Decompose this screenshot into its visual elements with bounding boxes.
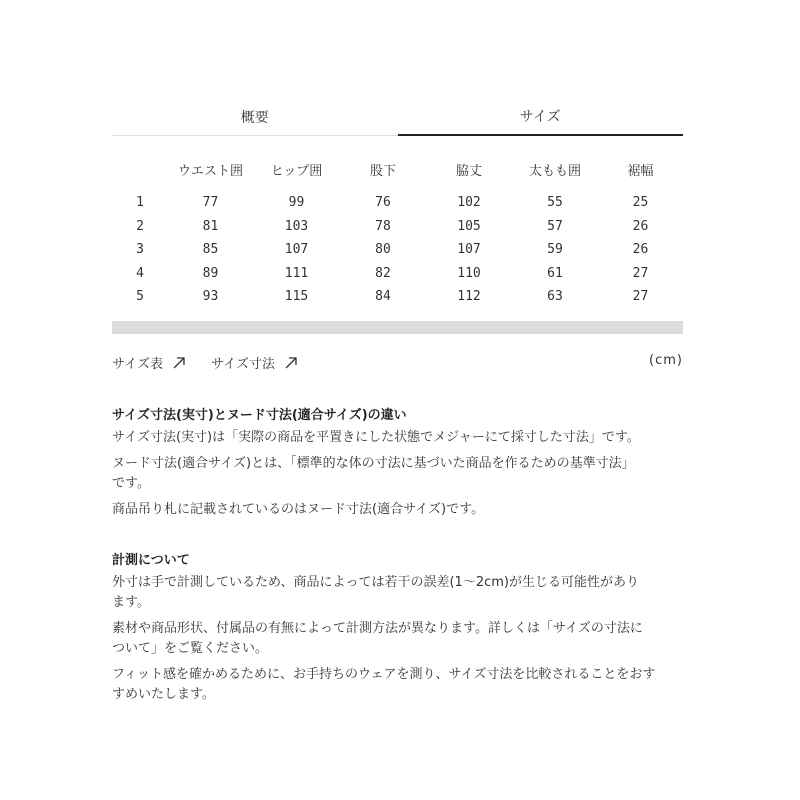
header-inseam: 股下: [369, 163, 396, 179]
arrow-up-right-icon: [173, 357, 185, 369]
table-cell: 102: [457, 195, 481, 211]
table-cell: 107: [284, 242, 309, 258]
table-cell: 112: [457, 289, 481, 305]
table-cell: 61: [547, 265, 563, 281]
table-cell: 99: [288, 195, 305, 211]
links-row: [112, 353, 683, 375]
header-hip: ヒップ囲: [270, 163, 323, 179]
section-title-measurement: 計測について: [112, 553, 190, 568]
table-row: [112, 191, 683, 215]
table-cell: 85: [202, 242, 219, 258]
note-paragraph: です。: [112, 476, 150, 491]
note-paragraph: 外寸は手で計測しているため、商品によっては若干の誤差(1〜2cm)が生じる可能性があり: [112, 575, 639, 590]
table-cell: 57: [547, 218, 563, 234]
table-cell: 27: [632, 265, 649, 281]
table-cell: 63: [547, 289, 563, 305]
size-label: 5: [136, 289, 144, 305]
note-paragraph: サイズ寸法(実寸)は「実際の商品を平置きにした状態でメジャーにて採寸した寸法」です。: [112, 430, 640, 445]
table-cell: 82: [375, 265, 391, 281]
arrow-up-right-icon: [285, 357, 297, 369]
header-outseam: 脇丈: [455, 163, 482, 179]
tab-bar: [112, 98, 683, 138]
header-hem-width: 裾幅: [627, 163, 654, 179]
size-table: [112, 155, 683, 309]
table-row: [112, 285, 683, 309]
note-paragraph: ついて」をご覧ください。: [112, 641, 269, 656]
table-cell: 110: [457, 265, 481, 281]
table-row: [112, 215, 683, 239]
table-cell: 93: [202, 289, 219, 305]
table-cell: 55: [547, 195, 563, 211]
tab-overview[interactable]: 概要: [112, 98, 398, 136]
table-cell: 105: [457, 218, 481, 234]
table-cell: 107: [457, 242, 481, 258]
header-thigh: 太もも囲: [528, 163, 581, 179]
table-cell: 59: [547, 242, 563, 258]
table-cell: 27: [632, 289, 649, 305]
table-cell: 115: [284, 289, 309, 305]
table-cell: 80: [375, 242, 391, 258]
table-cell: 111: [284, 265, 309, 281]
unit-label: (cm): [649, 353, 683, 368]
note-paragraph: ヌード寸法(適合サイズ)とは、「標準的な体の寸法に基づいた商品を作るための基準寸法」: [112, 456, 635, 471]
table-cell: 84: [375, 289, 391, 305]
table-cell: 89: [202, 265, 219, 281]
size-chart-link[interactable]: [112, 353, 185, 372]
note-paragraph: すめいたします。: [112, 687, 215, 702]
horizontal-scrollbar[interactable]: [112, 321, 683, 334]
tab-size[interactable]: サイズ: [398, 98, 684, 136]
section-title-size-difference: サイズ寸法(実寸)とヌード寸法(適合サイズ)の違い: [112, 408, 407, 423]
table-cell: 26: [632, 218, 649, 234]
table-row: [112, 238, 683, 262]
table-cell: 78: [375, 218, 391, 234]
size-label: 1: [136, 195, 144, 211]
header-waist: ウエスト囲: [177, 163, 243, 179]
table-cell: 77: [202, 195, 219, 211]
table-cell: 76: [375, 195, 391, 211]
size-label: 3: [136, 242, 144, 258]
table-row: [112, 262, 683, 286]
table-cell: 25: [632, 195, 649, 211]
table-cell: 26: [632, 242, 649, 258]
note-paragraph: 商品吊り札に記載されているのはヌード寸法(適合サイズ)です。: [112, 502, 485, 517]
table-cell: 103: [284, 218, 309, 234]
table-cell: 81: [202, 218, 219, 234]
note-paragraph: 素材や商品形状、付属品の有無によって計測方法が異なります。詳しくは「サイズの寸法に: [112, 621, 643, 636]
size-measure-link[interactable]: [211, 353, 297, 372]
header-size: [112, 155, 168, 191]
note-paragraph: フィット感を確かめるために、お手持ちのウェアを測り、サイズ寸法を比較されることをおす: [112, 667, 656, 682]
note-paragraph: ます。: [112, 595, 150, 610]
size-label: 4: [136, 265, 144, 281]
size-measure-link-label: サイズ寸法: [211, 357, 275, 372]
table-header-row: [112, 155, 683, 191]
size-chart-link-label: サイズ表: [112, 357, 163, 372]
size-label: 2: [136, 218, 144, 234]
